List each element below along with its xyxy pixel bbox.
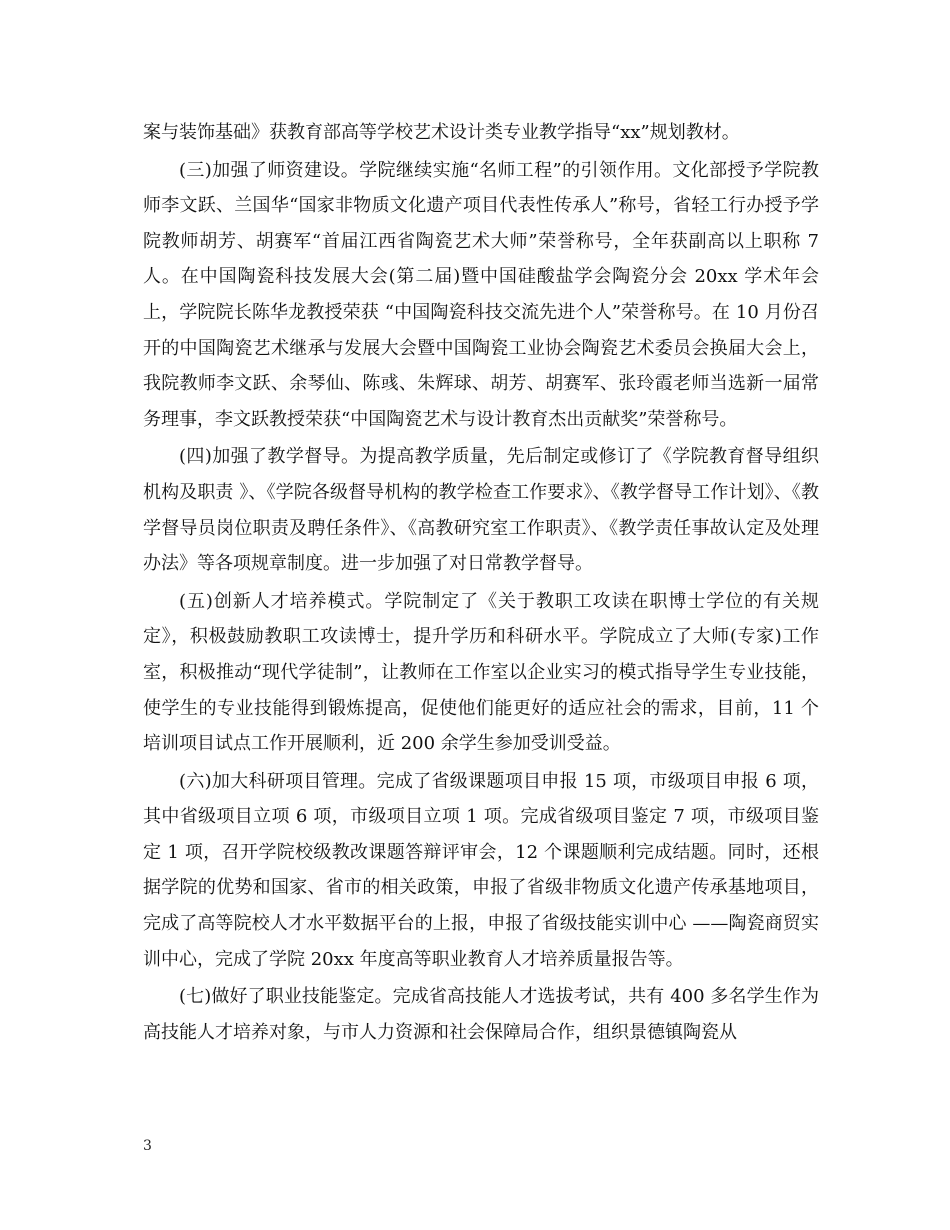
paragraph-teaching-supervision: (四)加强了教学督导。为提高教学质量，先后制定或修订了《学院教育督导组织机构及职责 》、《学院各级督导机构的教学检查工作要求》、《教学督导工作计划》、《教学督导员岗位职责及聘任条件》、《高教研究室工作职责》、《教学责任事故认定及处理办法》等各项规章制度。进一步加强了对日常教学督导。	[143, 446, 819, 575]
paragraph-talent-training: (五)创新人才培养模式。学院制定了《关于教职工攻读在职博士学位的有关规定》，积极鼓励教职工攻读博士，提升学历和科研水平。学院成立了大师(专家)工作室，积极推动“现代学徒制”，让教师在工作室以企业实习的模式指导学生专业技能，使学生的专业技能得到锻炼提高，促使他们能更好的适应社会的需求，目前，11 个培训项目试点工作开展顺利，近 200 余学生参加受训受益。	[143, 590, 819, 755]
paragraph-continuation: 案与装饰基础》获教育部高等学校艺术设计类专业教学指导“xx”规划教材。	[143, 122, 740, 143]
page-number: 3	[143, 1138, 152, 1154]
paragraph-research-management: (六)加大科研项目管理。完成了省级课题项目申报 15 项，市级项目申报 6 项，其中省级项目立项 6 项，市级项目立项 1 项。完成省级项目鉴定 7 项，市级项目鉴定 1 项，召开学院校级教改课题答辩评审会，12 个课题顺利完成结题。同时，还根据学院的优势和国家、省市的相关政策，申报了省级非物质文化遗产传承基地项目，完成了高等院校人才水平数据平台的上报，申报了省级技能实训中心 ——陶瓷商贸实训中心，完成了学院 20xx 年度高等职业教育人才培养质量报告等。	[143, 770, 819, 970]
paragraph-skill-appraisal: (七)做好了职业技能鉴定。完成省高技能人才选拔考试，共有 400 多名学生作为高技能人才培养对象，与市人力资源和社会保障局合作，组织景德镇陶瓷从	[143, 986, 819, 1043]
paragraph-faculty-building: (三)加强了师资建设。学院继续实施“名师工程”的引领作用。文化部授予学院教师李文跃、兰国华“国家非物质文化遗产项目代表性传承人”称号，省轻工行办授予学院教师胡芳、胡赛军“首届江西省陶瓷艺术大师”荣誉称号，全年获副高以上职称 7 人。在中国陶瓷科技发展大会(第二届)暨中国硅酸盐学会陶瓷分会 20xx 学术年会上，学院院长陈华龙教授荣获 “中国陶瓷科技交流先进个人”荣誉称号。在 10 月份召开的中国陶瓷艺术继承与发展大会暨中国陶瓷工业协会陶瓷艺术委员会换届大会上，我院教师李文跃、余琴仙、陈彧、朱辉球、胡芳、胡赛军、张玲霞老师当选新一届常务理事，李文跃教授荣获“中国陶瓷艺术与设计教育杰出贡献奖”荣誉称号。	[143, 159, 819, 430]
document-body	[143, 115, 819, 1050]
